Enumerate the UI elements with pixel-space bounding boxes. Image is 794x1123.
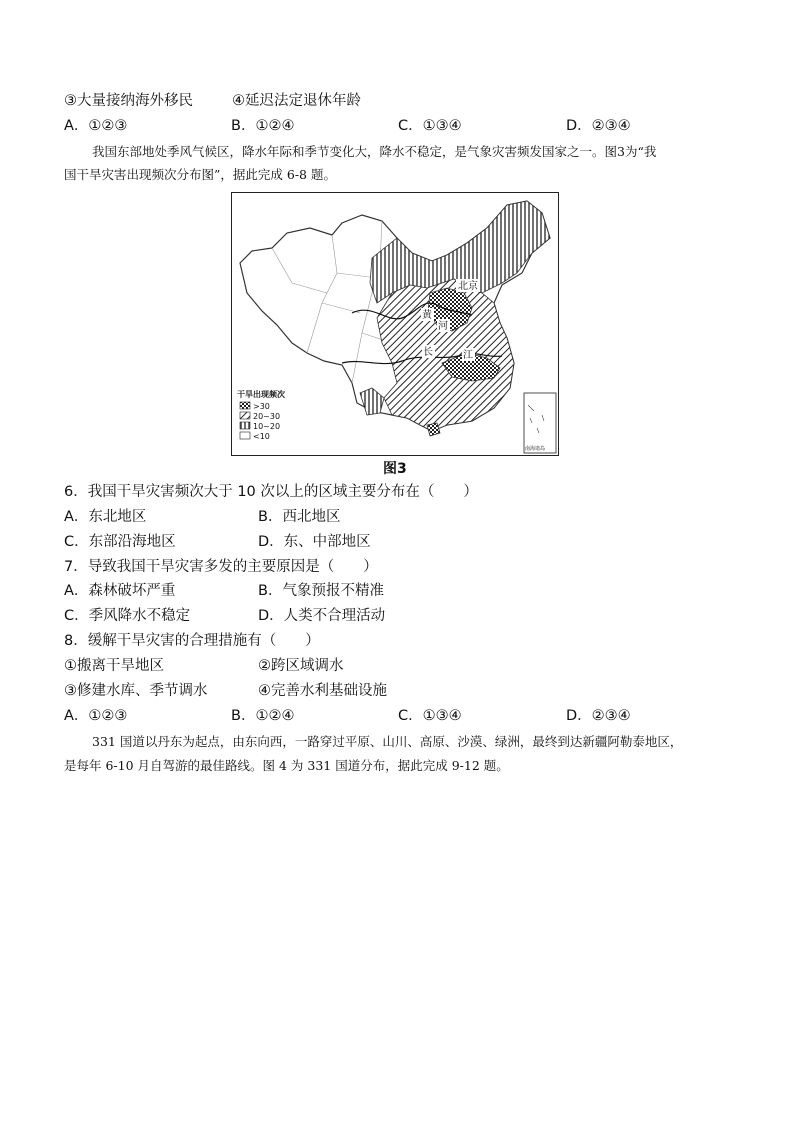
prev-choice-a: A．①②③: [64, 118, 128, 134]
label-chang: 长: [423, 347, 433, 358]
label-huang: 黄: [422, 310, 432, 321]
q6-option-b: B．西北地区: [258, 509, 341, 525]
map-legend: [237, 389, 285, 441]
legend-item-over-30: >30: [253, 402, 270, 411]
intro1-line1: 我国东部地处季风气候区，降水年际和季节变化大，降水不稳定，是气象灾害频发国家之一。图3为“我: [92, 144, 657, 159]
q6-option-c: C．东部沿海地区: [64, 534, 176, 550]
q8-item-3: ③修建水库、季节调水: [64, 683, 208, 699]
prev-item-3: ③大量接纳海外移民: [64, 93, 193, 109]
prev-item-4: ④延迟法定退休年龄: [232, 93, 361, 109]
prev-choice-d: D．②③④: [566, 118, 631, 134]
legend-item-10-20: 10~20: [253, 422, 281, 431]
label-he: 河: [438, 321, 448, 332]
q8-choice-b: B．①②④: [231, 708, 295, 724]
intro2-line2: 是每年 6-10 月自驾游的最佳路线。图 4 为 331 国道分布，据此完成 9-12 题。: [64, 758, 509, 773]
q8-choice-a: A．①②③: [64, 708, 128, 724]
q7-stem: 7．导致我国干旱灾害多发的主要原因是（ ）: [64, 559, 378, 575]
prev-choice-c: C．①③④: [398, 118, 462, 134]
q7-option-a: A．森林破坏严重: [64, 583, 176, 599]
q7-option-b: B．气象预报不精准: [258, 583, 384, 599]
q8-item-1: ①搬离干旱地区: [64, 658, 164, 674]
label-jiang: 江: [463, 350, 473, 361]
legend-title: 干旱出现频次: [237, 390, 285, 399]
drought-frequency-map: [231, 192, 559, 456]
intro2-line1: 331 国道以丹东为起点，由东向西，一路穿过平原、山川、高原、沙漠、绿洲，最终到达新疆阿勒泰地区，: [92, 734, 683, 749]
q8-item-4: ④完善水利基础设施: [258, 683, 387, 699]
figure-caption: 图3: [383, 461, 407, 477]
q8-stem: 8．缓解干旱灾害的合理措施有（ ）: [64, 633, 320, 649]
label-beijing: 北京: [458, 281, 478, 292]
intro1-line2: 国干旱灾害出现频次分布图”，据此完成 6-8 题。: [64, 167, 336, 182]
prev-choice-b: B．①②④: [231, 118, 295, 134]
q6-option-d: D．东、中部地区: [258, 534, 371, 550]
q8-choice-d: D．②③④: [566, 708, 631, 724]
q8-item-2: ②跨区域调水: [258, 658, 344, 674]
legend-item-under-10: <10: [253, 432, 270, 441]
q8-choice-c: C．①③④: [398, 708, 462, 724]
q7-option-d: D．人类不合理活动: [258, 608, 386, 624]
q6-option-a: A．东北地区: [64, 509, 147, 525]
q7-option-c: C．季风降水不稳定: [64, 608, 191, 624]
legend-item-20-30: 20~30: [253, 412, 281, 421]
q6-stem: 6．我国干旱灾害频次大于 10 次以上的区域主要分布在（ ）: [64, 484, 478, 500]
inset-label: 南海诸岛: [525, 446, 546, 452]
south-china-sea-inset: [524, 393, 556, 453]
